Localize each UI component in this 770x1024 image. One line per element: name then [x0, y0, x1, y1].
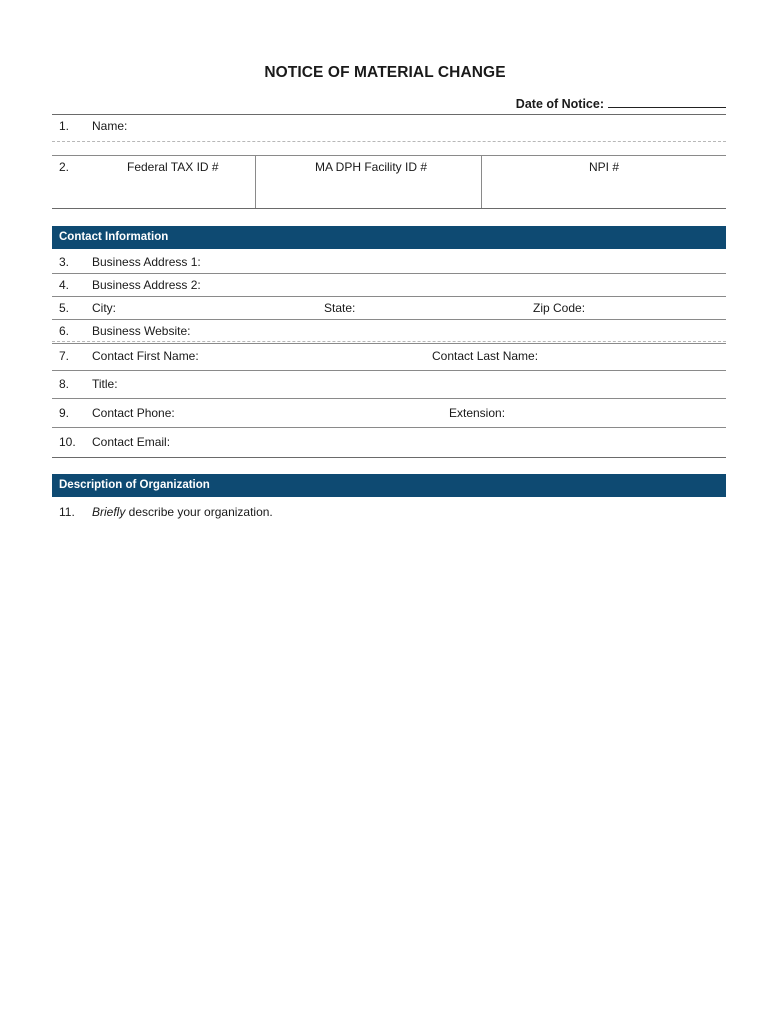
row-number: 11. [59, 505, 75, 519]
date-of-notice [516, 95, 726, 111]
city-state-zip-field[interactable] [52, 319, 726, 320]
business-address-2-field[interactable] [52, 296, 726, 297]
business-address-1-field[interactable] [52, 273, 726, 274]
title-label: Title: [92, 377, 118, 391]
page-title: NOTICE OF MATERIAL CHANGE [264, 64, 506, 81]
row-number: 5. [59, 301, 70, 315]
contact-email-field[interactable] [52, 457, 726, 458]
row-number: 4. [59, 278, 70, 292]
organization-header: Description of Organization [52, 474, 726, 497]
contact-phone-field[interactable] [52, 427, 726, 428]
federal-tax-id-label: Federal TAX ID # [127, 160, 219, 174]
row-number: 10. [59, 435, 76, 449]
zip-code-label: Zip Code: [533, 301, 586, 315]
business-website-field[interactable] [52, 341, 726, 342]
facility-id-label: MA DPH Facility ID # [315, 160, 428, 174]
name-field[interactable] [52, 141, 726, 142]
row-number: 2. [59, 160, 70, 174]
name-label: Name: [92, 119, 128, 133]
row-number: 9. [59, 406, 70, 420]
extension-label: Extension: [449, 406, 506, 420]
business-website-label: Business Website: [92, 324, 191, 338]
row-number: 3. [59, 255, 70, 269]
row-number: 1. [59, 119, 70, 133]
business-address-2-label: Business Address 2: [92, 278, 201, 292]
row-number: 7. [59, 349, 70, 363]
contact-info-header: Contact Information [52, 226, 726, 249]
row-number: 6. [59, 324, 70, 338]
contact-last-name-label: Contact Last Name: [432, 349, 539, 363]
title-field[interactable] [52, 398, 726, 399]
row-number: 8. [59, 377, 70, 391]
prompt-text: describe your organization. [125, 505, 273, 519]
organization-description-field[interactable] [92, 522, 726, 982]
state-label: State: [324, 301, 356, 315]
emphasis-text: Briefly [92, 505, 126, 519]
contact-name-field[interactable] [52, 370, 726, 371]
business-address-1-label: Business Address 1: [92, 255, 201, 269]
contact-first-name-label: Contact First Name: [92, 349, 199, 363]
npi-label: NPI # [589, 160, 620, 174]
contact-phone-label: Contact Phone: [92, 406, 175, 420]
date-of-notice-field[interactable] [608, 95, 726, 108]
city-label: City: [92, 301, 116, 315]
contact-email-label: Contact Email: [92, 435, 171, 449]
organization-description-prompt [92, 505, 273, 519]
date-of-notice-label: Date of Notice: [515, 97, 604, 111]
